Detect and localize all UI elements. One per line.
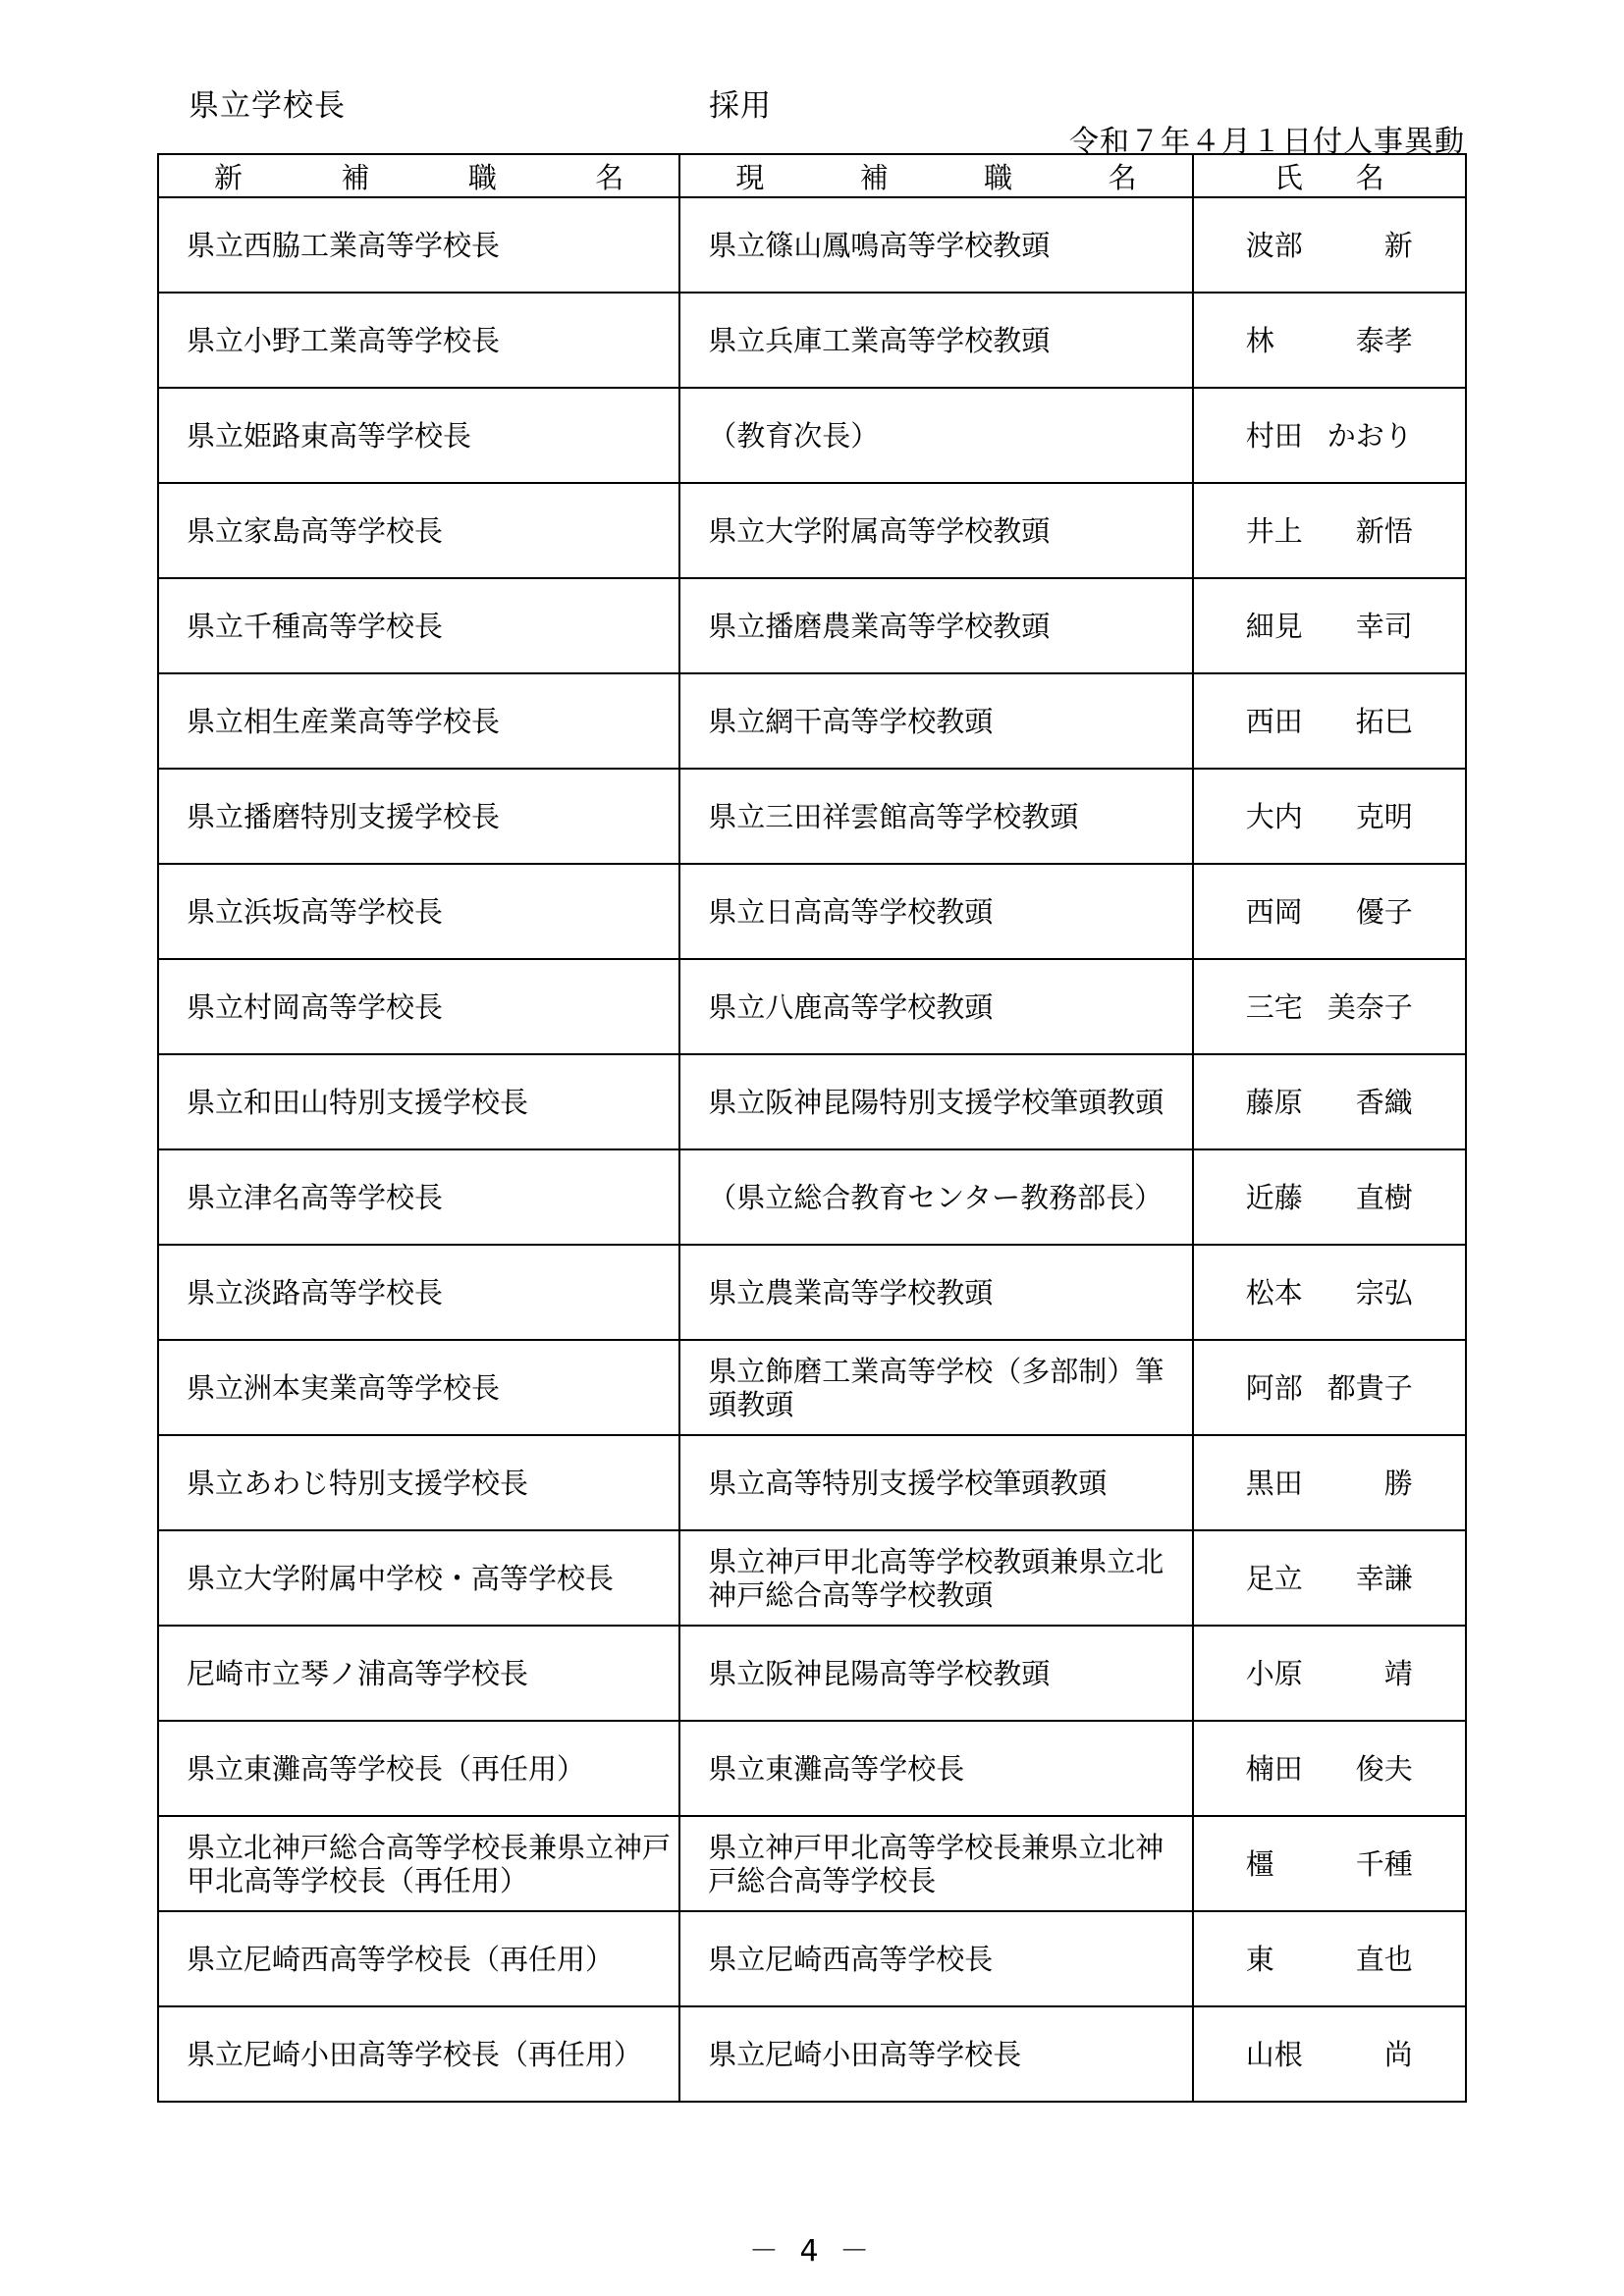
given-name: 泰孝: [1355, 323, 1413, 357]
name-cell: [1193, 864, 1466, 959]
new-post-cell: 県立あわじ特別支援学校長: [158, 1435, 679, 1530]
new-post-cell: 県立淡路高等学校長: [158, 1245, 679, 1340]
surname: 村田: [1245, 418, 1303, 453]
name-cell: [1193, 1054, 1466, 1149]
header-char: 現: [735, 160, 765, 194]
given-name: 克明: [1355, 799, 1413, 833]
surname: 黒田: [1245, 1466, 1303, 1500]
new-post-cell: 県立姫路東高等学校長: [158, 388, 679, 483]
table-row: [158, 578, 1466, 673]
given-name: 幸司: [1355, 609, 1413, 643]
table-row: [158, 673, 1466, 769]
surname: 小原: [1245, 1656, 1303, 1690]
given-name: 直也: [1355, 1942, 1413, 1976]
name-cell: [1193, 1149, 1466, 1245]
new-post-cell: 県立洲本実業高等学校長: [158, 1340, 679, 1435]
table-row: [158, 769, 1466, 864]
table-row: [158, 1626, 1466, 1721]
name-cell: [1193, 197, 1466, 293]
table-row: [158, 1149, 1466, 1245]
surname: 林: [1245, 323, 1274, 357]
new-post-cell: 県立大学附属中学校・高等学校長: [158, 1530, 679, 1626]
given-name: かおり: [1326, 418, 1413, 453]
surname: 三宅: [1245, 989, 1303, 1024]
table-row: [158, 1911, 1466, 2006]
table-row: [158, 2006, 1466, 2102]
current-post-cell: 県立篠山鳳鳴高等学校教頭: [679, 197, 1192, 293]
surname: 山根: [1245, 2037, 1303, 2071]
new-post-cell: 県立千種高等学校長: [158, 578, 679, 673]
personnel-table: [157, 153, 1467, 2103]
name-cell: [1193, 1340, 1466, 1435]
current-post-cell: 県立播磨農業高等学校教頭: [679, 578, 1192, 673]
name-cell: [1193, 2006, 1466, 2102]
new-post-cell: 県立播磨特別支援学校長: [158, 769, 679, 864]
table-row: [158, 388, 1466, 483]
name-cell: [1193, 293, 1466, 388]
table-row: [158, 1054, 1466, 1149]
name-cell: [1193, 959, 1466, 1054]
table-row: [158, 197, 1466, 293]
page-number: － 4 －: [748, 2234, 876, 2269]
surname: 松本: [1245, 1275, 1303, 1309]
name-cell: [1193, 388, 1466, 483]
surname: 藤原: [1245, 1085, 1303, 1119]
new-post-cell: 県立村岡高等学校長: [158, 959, 679, 1054]
surname: 西岡: [1245, 894, 1303, 929]
name-cell: [1193, 769, 1466, 864]
surname: 足立: [1245, 1561, 1303, 1595]
header-char: 職: [467, 160, 497, 194]
current-post-cell: 県立東灘高等学校長: [679, 1721, 1192, 1816]
current-post-cell: 県立三田祥雲館高等学校教頭: [679, 769, 1192, 864]
surname: 近藤: [1245, 1180, 1303, 1214]
name-cell: [1193, 1626, 1466, 1721]
current-post-cell: 県立高等特別支援学校筆頭教頭: [679, 1435, 1192, 1530]
table-row: [158, 864, 1466, 959]
current-post-cell: 県立網干高等学校教頭: [679, 673, 1192, 769]
header-char: 職: [984, 160, 1013, 194]
new-post-cell: 県立東灘高等学校長（再任用）: [158, 1721, 679, 1816]
given-name: 新: [1383, 228, 1413, 262]
given-name: 新悟: [1355, 513, 1413, 548]
current-post-cell: 県立農業高等学校教頭: [679, 1245, 1192, 1340]
name-cell: [1193, 1721, 1466, 1816]
appointment-type: 採用: [709, 88, 772, 124]
new-post-cell: 県立小野工業高等学校長: [158, 293, 679, 388]
given-name: 靖: [1383, 1656, 1413, 1690]
effective-date: 令和７年４月１日付人事異動: [1069, 125, 1465, 159]
surname: 大内: [1245, 799, 1303, 833]
name-cell: [1193, 1911, 1466, 2006]
given-name: 直樹: [1355, 1180, 1413, 1214]
new-post-cell: 県立西脇工業高等学校長: [158, 197, 679, 293]
header-char: 名: [595, 160, 624, 194]
current-post-cell: 県立兵庫工業高等学校教頭: [679, 293, 1192, 388]
new-post-cell: 県立尼崎西高等学校長（再任用）: [158, 1911, 679, 2006]
table-header-row: [158, 154, 1466, 197]
name-cell: [1193, 1530, 1466, 1626]
table-row: [158, 1245, 1466, 1340]
current-post-cell: 県立日高高等学校教頭: [679, 864, 1192, 959]
current-post-cell: （教育次長）: [679, 388, 1192, 483]
category-title: 県立学校長: [189, 88, 346, 124]
surname: 楠田: [1245, 1751, 1303, 1786]
name-cell: [1193, 1816, 1466, 1911]
new-post-cell: 県立相生産業高等学校長: [158, 673, 679, 769]
table-row: [158, 1721, 1466, 1816]
current-post-cell: 県立尼崎小田高等学校長: [679, 2006, 1192, 2102]
new-post-cell: 県立北神戸総合高等学校長兼県立神戸甲北高等学校長（再任用）: [158, 1816, 679, 1911]
given-name: 優子: [1355, 894, 1413, 929]
new-post-cell: 県立尼崎小田高等学校長（再任用）: [158, 2006, 679, 2102]
new-post-cell: 県立浜坂高等学校長: [158, 864, 679, 959]
new-post-cell: 尼崎市立琴ノ浦高等学校長: [158, 1626, 679, 1721]
current-post-cell: 県立神戸甲北高等学校教頭兼県立北神戸総合高等学校教頭: [679, 1530, 1192, 1626]
new-post-cell: 県立和田山特別支援学校長: [158, 1054, 679, 1149]
table-row: [158, 1530, 1466, 1626]
header-char: 補: [341, 160, 370, 194]
name-cell: [1193, 578, 1466, 673]
table-row: [158, 959, 1466, 1054]
header-char: 名: [1355, 160, 1384, 194]
given-name: 都貴子: [1326, 1370, 1413, 1405]
table-row: [158, 483, 1466, 578]
surname: 細見: [1245, 609, 1303, 643]
given-name: 拓巳: [1355, 704, 1413, 738]
table-row: [158, 1435, 1466, 1530]
given-name: 俊夫: [1355, 1751, 1413, 1786]
name-cell: [1193, 483, 1466, 578]
current-post-cell: 県立飾磨工業高等学校（多部制）筆頭教頭: [679, 1340, 1192, 1435]
given-name: 美奈子: [1326, 989, 1413, 1024]
given-name: 千種: [1355, 1846, 1413, 1881]
current-post-cell: 県立大学附属高等学校教頭: [679, 483, 1192, 578]
given-name: 勝: [1383, 1466, 1413, 1500]
header-new-post: [158, 154, 679, 197]
current-post-cell: （県立総合教育センター教務部長）: [679, 1149, 1192, 1245]
surname: 橿: [1245, 1846, 1274, 1881]
header-char: 新: [214, 160, 244, 194]
surname: 西田: [1245, 704, 1303, 738]
name-cell: [1193, 673, 1466, 769]
current-post-cell: 県立阪神昆陽高等学校教頭: [679, 1626, 1192, 1721]
current-post-cell: 県立神戸甲北高等学校長兼県立北神戸総合高等学校長: [679, 1816, 1192, 1911]
header-char: 氏: [1273, 160, 1303, 194]
given-name: 香織: [1355, 1085, 1413, 1119]
given-name: 幸謙: [1355, 1561, 1413, 1595]
header-current-post: [679, 154, 1192, 197]
new-post-cell: 県立家島高等学校長: [158, 483, 679, 578]
name-cell: [1193, 1435, 1466, 1530]
current-post-cell: 県立尼崎西高等学校長: [679, 1911, 1192, 2006]
given-name: 尚: [1383, 2037, 1413, 2071]
table-row: [158, 1340, 1466, 1435]
new-post-cell: 県立津名高等学校長: [158, 1149, 679, 1245]
name-cell: [1193, 1245, 1466, 1340]
surname: 東: [1245, 1942, 1274, 1976]
header-name: [1193, 154, 1466, 197]
given-name: 宗弘: [1355, 1275, 1413, 1309]
current-post-cell: 県立八鹿高等学校教頭: [679, 959, 1192, 1054]
table-row: [158, 1816, 1466, 1911]
surname: 阿部: [1245, 1370, 1303, 1405]
surname: 井上: [1245, 513, 1303, 548]
header-char: 名: [1108, 160, 1137, 194]
surname: 波部: [1245, 228, 1303, 262]
header-char: 補: [859, 160, 889, 194]
table-row: [158, 293, 1466, 388]
current-post-cell: 県立阪神昆陽特別支援学校筆頭教頭: [679, 1054, 1192, 1149]
table-body: [158, 197, 1466, 2102]
